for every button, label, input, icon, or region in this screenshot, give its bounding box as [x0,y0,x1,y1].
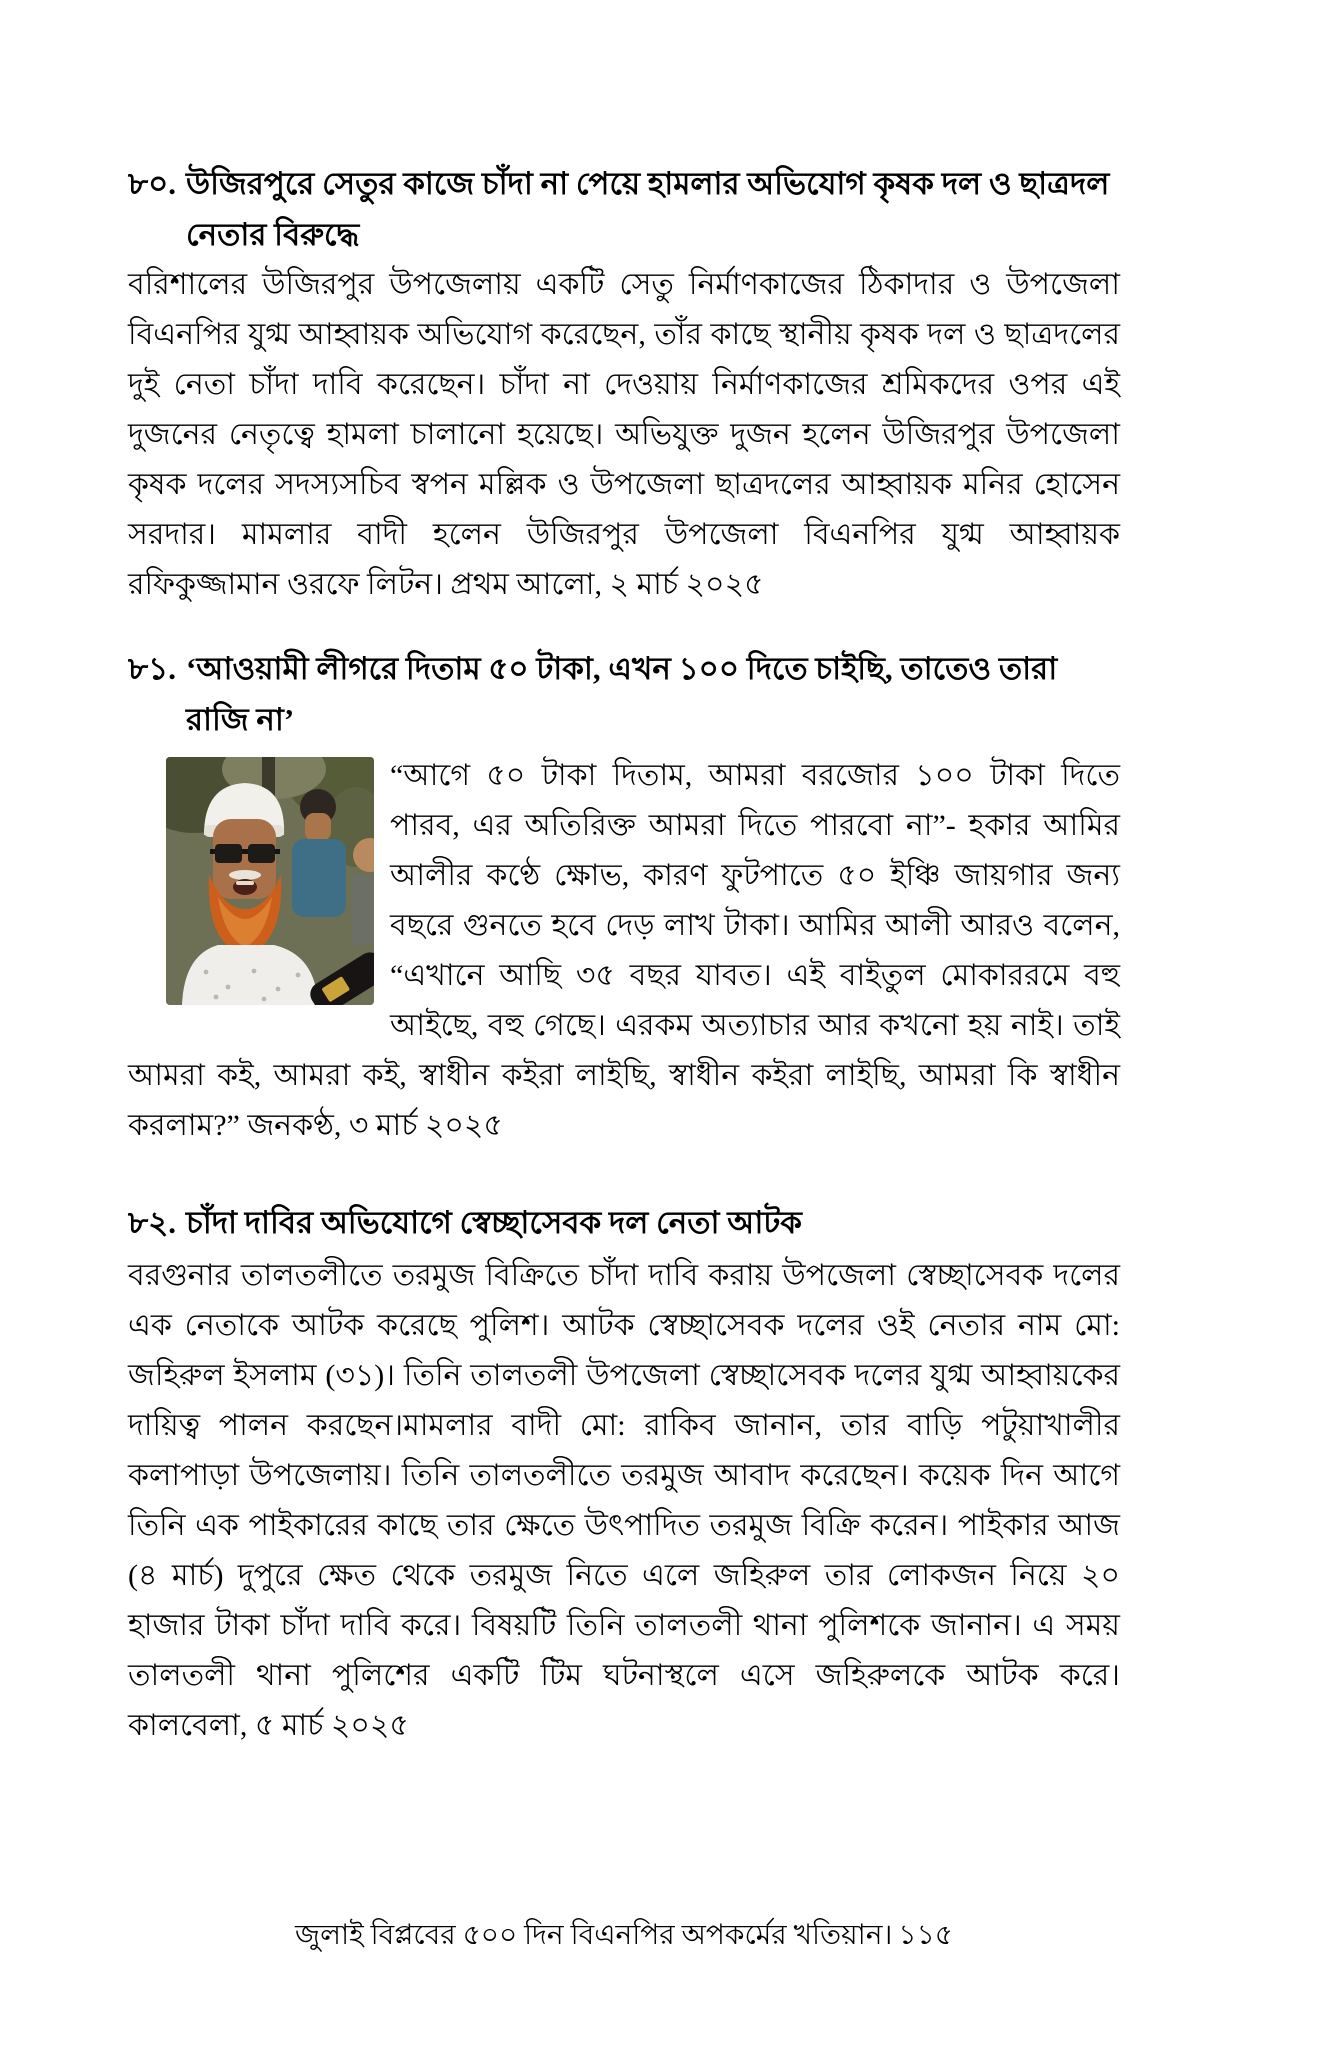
section-82-body: বরগুনার তালতলীতে তরমুজ বিক্রিতে চাঁদা দাবি করায় উপজেলা স্বেচ্ছাসেবক দলের এক নেতাকে আটক করেছে পুলিশ। আটক স্বেচ্ছাসেবক দলের ওই নেতার নাম মো: জহিরুল ইসলাম (৩১)। তিনি তালতলী উপজেলা স্বেচ্ছাসেবক দলের যুগ্ম আহ্বায়কের দায়িত্ব পালন করছেন।মামলার বাদী মো: রাকিব জানান, তার বাড়ি পটুয়াখালীর কলাপাড়া উপজেলায়। তিনি তালতলীতে তরমুজ আবাদ করেছেন। কয়েক দিন আগে তিনি এক পাইকারের কাছে তার ক্ষেতে উৎপাদিত তরমুজ বিক্রি করেন। পাইকার আজ (৪ মার্চ) দুপুরে ক্ষেত থেকে তরমুজ নিতে এলে জহিরুল তার লোকজন নিয়ে ২০ হাজার টাকা চাঁদা দাবি করে। বিষয়টি তিনি তালতলী থানা পুলিশকে জানান। এ সময় তালতলী থানা পুলিশের একটি টিম ঘটনাস্থলে এসে জহিরুলকে আটক করে। কালবেলা, ৫ মার্চ ২০২৫ [128,1259,1120,1742]
section-82-number: ৮২. [128,1205,177,1240]
news-photo [166,757,374,1005]
section-81-heading [128,643,1120,745]
footer-page-number: ১১৫ [898,1920,953,1951]
news-photo-illustration [166,757,374,1005]
section-80-heading [128,158,1120,260]
section-81-number: ৮১. [128,651,176,686]
page-footer [128,1912,1120,1960]
section-82-title: চাঁদা দাবির অভিযোগে স্বেচ্ছাসেবক দল নেতা আটক [186,1205,802,1240]
section-80-title: উজিরপুরে সেতুর কাজে চাঁদা না পেয়ে হামলার অভিযোগ কৃষক দল ও ছাত্রদল নেতার বিরুদ্ধে [186,166,1110,252]
section-82 [128,1197,1120,1751]
section-82-heading [128,1197,1120,1248]
section-81-body: “আগে ৫০ টাকা দিতাম, আমরা বরজোর ১০০ টাকা দিতে পারব, এর অতিরিক্ত আমরা দিতে পারবো না”- হকার আমির আলীর কণ্ঠে ক্ষোভ, কারণ ফুটপাতে ৫০ ইঞ্চি জায়গার জন্য বছরে গুনতে হবে দেড় লাখ টাকা। আমির আলী আরও বলেন, “এখানে আছি ৩৫ বছর যাবত। এই বাইতুল মোকাররমে বহু আইছে, বহু গেছে। এরকম অত্যাচার আর কখনো হয় নাই। তাই আমরা কই, আমরা কই, স্বাধীন কইরা লাইছি, স্বাধীন কইরা লাইছি, আমরা কি স্বাধীন করলাম?” জনকণ্ঠ, ৩ মার্চ ২০২৫ [128,759,1120,1142]
section-80 [128,158,1120,610]
section-81-title: ‘আওয়ামী লীগরে দিতাম ৫০ টাকা, এখন ১০০ দিতে চাইছি, তাতেও তারা রাজি না’ [186,651,1058,737]
section-80-body: বরিশালের উজিরপুর উপজেলায় একটি সেতু নির্মাণকাজের ঠিকাদার ও উপজেলা বিএনপির যুগ্ম আহ্বায়ক অভিযোগ করেছেন, তাঁর কাছে স্থানীয় কৃষক দল ও ছাত্রদলের দুই নেতা চাঁদা দাবি করেছেন। চাঁদা না দেওয়ায় নির্মাণকাজের শ্রমিকদের ওপর এই দুজনের নেতৃত্বে হামলা চালানো হয়েছে। অভিযুক্ত দুজন হলেন উজিরপুর উপজেলা কৃষক দলের সদস্যসচিব স্বপন মল্লিক ও উপজেলা ছাত্রদলের আহ্বায়ক মনির হোসেন সরদার। মামলার বাদী হলেন উজিরপুর উপজেলা বিএনপির যুগ্ম আহ্বায়ক রফিকুজ্জামান ওরফে লিটন। প্রথম আলো, ২ মার্চ ২০২৫ [128,268,1120,601]
section-80-number: ৮০. [128,166,177,201]
section-81 [128,643,1120,1151]
footer-text: জুলাই বিপ্লবের ৫০০ দিন বিএনপির অপকর্মের খতিয়ান। [295,1920,893,1951]
page-content [128,158,1120,1751]
section-81-paragraph [128,751,1120,1151]
